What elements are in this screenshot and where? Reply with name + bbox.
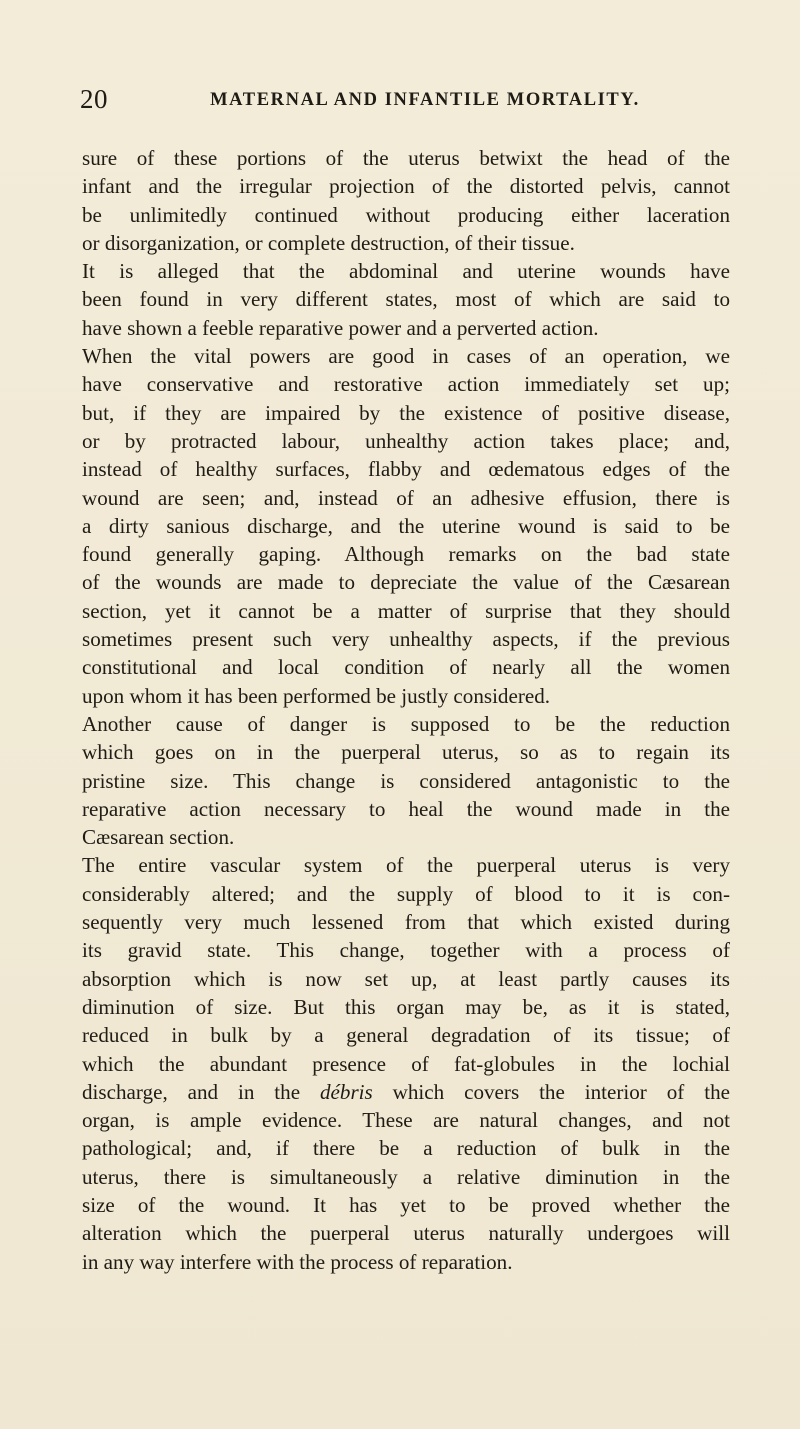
- text-line: wound are seen; and, instead of an adhesive effusion, there is: [82, 485, 730, 510]
- text-line: which goes on in the puerperal uterus, so as to regain its: [82, 740, 730, 765]
- text-line: upon whom it has been performed be justly considered.: [82, 683, 551, 708]
- page-number: 20: [80, 84, 108, 114]
- text-line: section, yet it cannot be a matter of surprise that they should: [82, 598, 730, 623]
- text-line: pathological; and, if there be a reduction of bulk in the: [82, 1136, 730, 1161]
- paragraph: [82, 342, 730, 710]
- text-line: or disorganization, or complete destruction, of their tissue.: [82, 230, 575, 255]
- text-line: found generally gaping. Although remarks on the bad state: [82, 542, 730, 567]
- text-line: in any way interfere with the process of reparation.: [82, 1249, 513, 1274]
- text-line: its gravid state. This change, together with a process of: [82, 938, 730, 963]
- text-line: sometimes present such very unhealthy aspects, if the previous: [82, 627, 730, 652]
- text-line: The entire vascular system of the puerperal uterus is very: [82, 853, 730, 878]
- text-line: uterus, there is simultaneously a relative diminution in the: [82, 1164, 730, 1189]
- paragraph: [82, 710, 730, 851]
- text-line: have conservative and restorative action immediately set up;: [82, 372, 730, 397]
- paragraph: [82, 851, 730, 1275]
- text-line: pristine size. This change is considered antagonistic to the: [82, 768, 730, 793]
- text-line: reduced in bulk by a general degradation of its tissue; of: [82, 1023, 730, 1048]
- text-line: alteration which the puerperal uterus naturally undergoes will: [82, 1221, 730, 1246]
- text-line: It is alleged that the abdominal and uterine wounds have: [82, 259, 730, 284]
- text-line: infant and the irregular projection of the distorted pelvis, cannot: [82, 174, 730, 199]
- text-line: size of the wound. It has yet to be proved whether the: [82, 1192, 730, 1217]
- text-line: absorption which is now set up, at least partly causes its: [82, 966, 730, 991]
- running-title: MATERNAL AND INFANTILE MORTALITY.: [210, 90, 640, 110]
- text-line: When the vital powers are good in cases of an operation, we: [82, 344, 730, 369]
- text-line: instead of healthy surfaces, flabby and œdematous edges of the: [82, 457, 730, 482]
- text-line: sequently very much lessened from that which existed during: [82, 910, 730, 935]
- text-line: which the abundant presence of fat-globules in the lochial: [82, 1051, 730, 1076]
- paragraph: [82, 144, 730, 257]
- text-line: but, if they are impaired by the existence of positive disease,: [82, 400, 730, 425]
- text-line: considerably altered; and the supply of blood to it is con-: [82, 881, 730, 906]
- text-line: or by protracted labour, unhealthy action takes place; and,: [82, 428, 730, 453]
- text-line: be unlimitedly continued without producing either laceration: [82, 202, 730, 227]
- text-line: Cæsarean section.: [82, 825, 235, 850]
- text-line: diminution of size. But this organ may be, as it is stated,: [82, 994, 730, 1019]
- text-line: have shown a feeble reparative power and a perverted action.: [82, 315, 599, 340]
- text-line: organ, is ample evidence. These are natural changes, and not: [82, 1108, 730, 1133]
- running-head: [80, 84, 730, 122]
- text-line: reparative action necessary to heal the wound made in the: [82, 796, 730, 821]
- text-line: a dirty sanious discharge, and the uterine wound is said to be: [82, 513, 730, 538]
- text-line: of the wounds are made to depreciate the value of the Cæsarean: [82, 570, 730, 595]
- body-text: [82, 144, 730, 1276]
- text-line: Another cause of danger is supposed to be the reduction: [82, 711, 730, 736]
- text-line: been found in very different states, most of which are said to: [82, 287, 730, 312]
- text-line: sure of these portions of the uterus betwixt the head of the: [82, 146, 730, 170]
- italic-term: débris: [320, 1079, 373, 1104]
- text-line: constitutional and local condition of nearly all the women: [82, 655, 730, 680]
- text-line: discharge, and in the débris which covers the interior of the: [82, 1079, 730, 1104]
- paragraph: [82, 257, 730, 342]
